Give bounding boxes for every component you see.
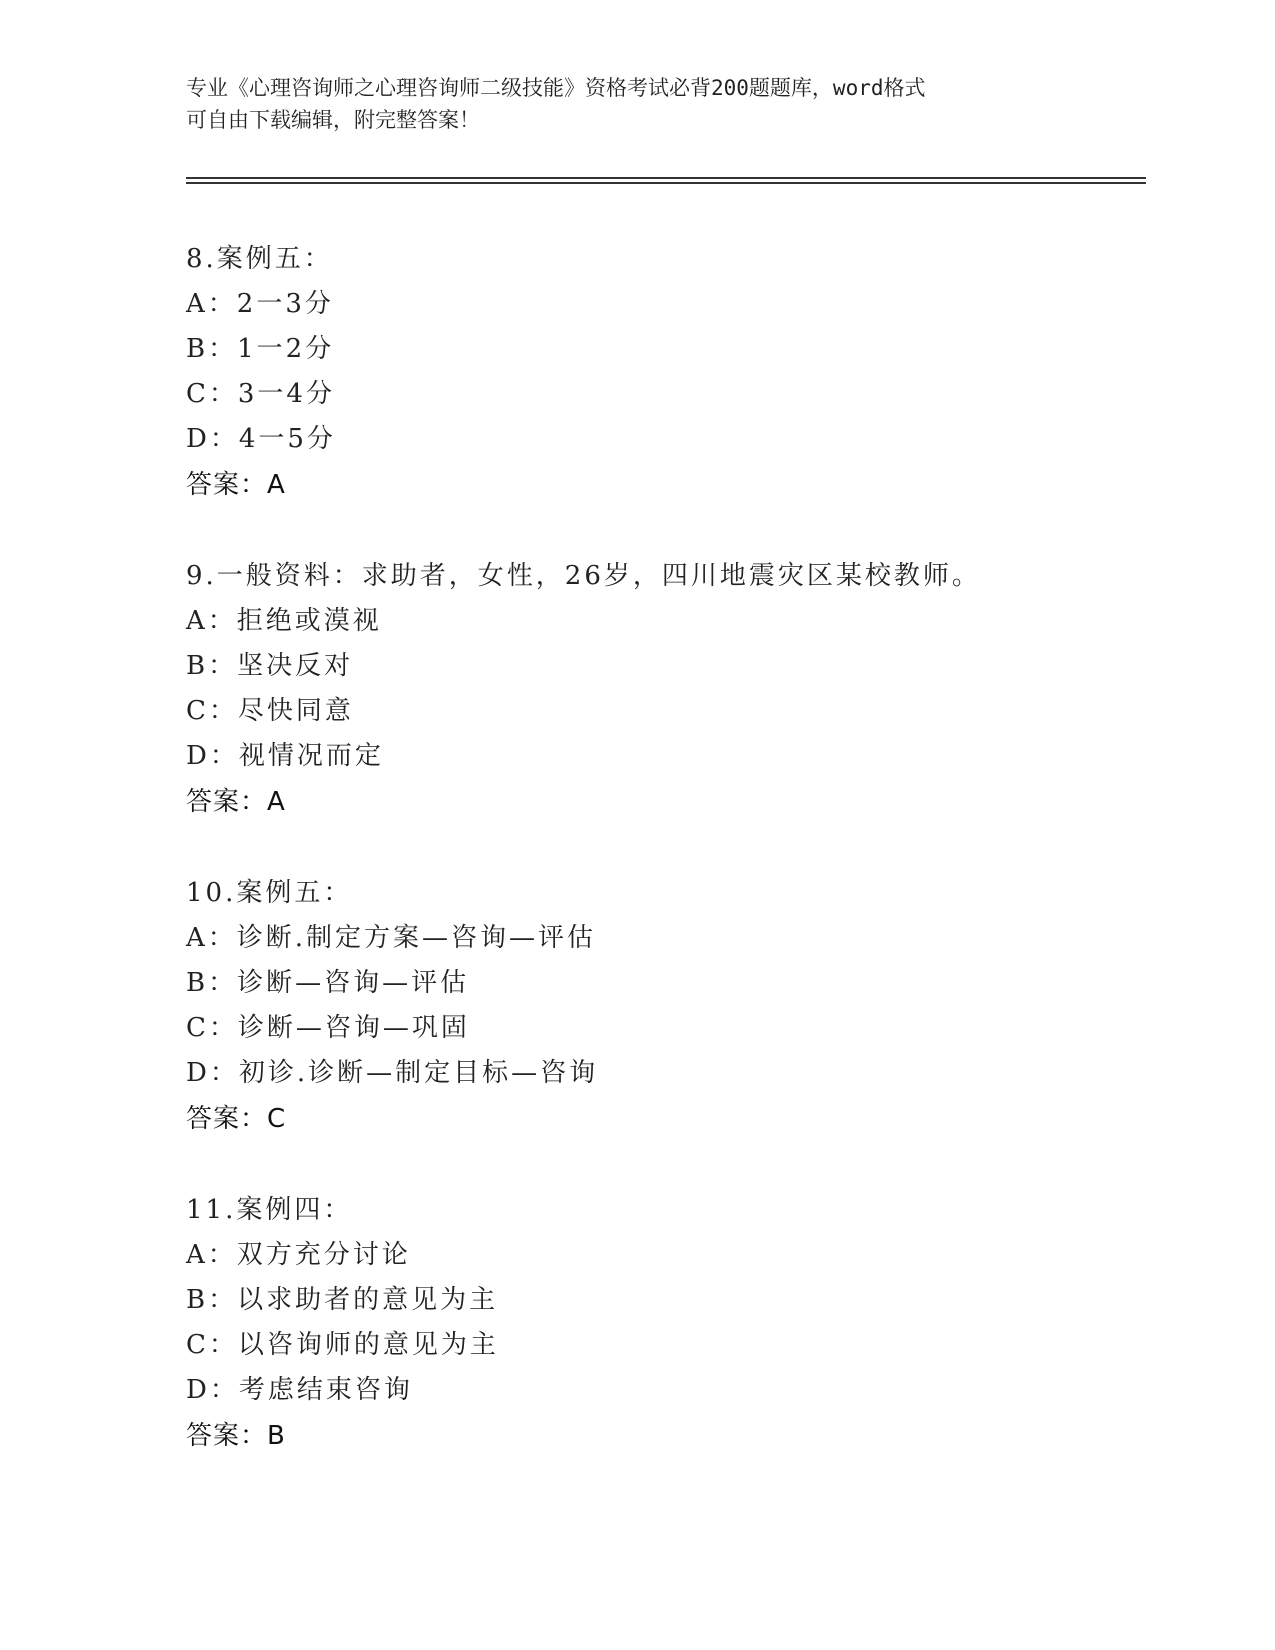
option-c: C：3一4分 [186, 379, 335, 409]
option-b: B：1一2分 [186, 334, 335, 364]
option-c: C：诊断—咨询—巩固 [186, 1013, 470, 1043]
header-divider-bottom [186, 182, 1146, 184]
option-c: C：尽快同意 [186, 696, 354, 726]
option-b: B：以求助者的意见为主 [186, 1285, 499, 1315]
option-b: B：诊断—咨询—评估 [186, 968, 470, 998]
question-stem: 9.一般资料：求助者，女性，26岁，四川地震灾区某校教师。 [186, 561, 981, 591]
option-d: D：4一5分 [186, 424, 336, 454]
answer-line: 答案：A [186, 470, 286, 500]
option-b: B：坚决反对 [186, 651, 354, 681]
option-d: D：初诊.诊断—制定目标—咨询 [186, 1058, 599, 1088]
option-a: A：诊断.制定方案—咨询—评估 [186, 923, 597, 953]
option-d: D：考虑结束咨询 [186, 1375, 413, 1405]
question-stem: 8.案例五： [186, 244, 333, 274]
header-divider-top [186, 177, 1146, 179]
question-list [186, 237, 1186, 1505]
question-8 [186, 237, 1186, 508]
option-a: A：拒绝或漠视 [186, 606, 382, 636]
question-9 [186, 554, 1186, 825]
option-c: C：以咨询师的意见为主 [186, 1330, 499, 1360]
header-line-2: 可自由下载编辑，附完整答案！ [186, 108, 480, 132]
question-10 [186, 871, 1186, 1142]
answer-line: 答案：B [186, 1421, 286, 1451]
option-d: D：视情况而定 [186, 741, 384, 771]
answer-line: 答案：C [186, 1104, 287, 1134]
question-11 [186, 1188, 1186, 1459]
question-stem: 10.案例五： [186, 878, 353, 908]
header-line-1: 专业《心理咨询师之心理咨询师二级技能》资格考试必背200题题库，word格式 [186, 76, 926, 100]
document-header [186, 72, 1086, 136]
question-stem: 11.案例四： [186, 1195, 353, 1225]
answer-line: 答案：A [186, 787, 286, 817]
option-a: A：2一3分 [186, 289, 334, 319]
option-a: A：双方充分讨论 [186, 1240, 411, 1270]
